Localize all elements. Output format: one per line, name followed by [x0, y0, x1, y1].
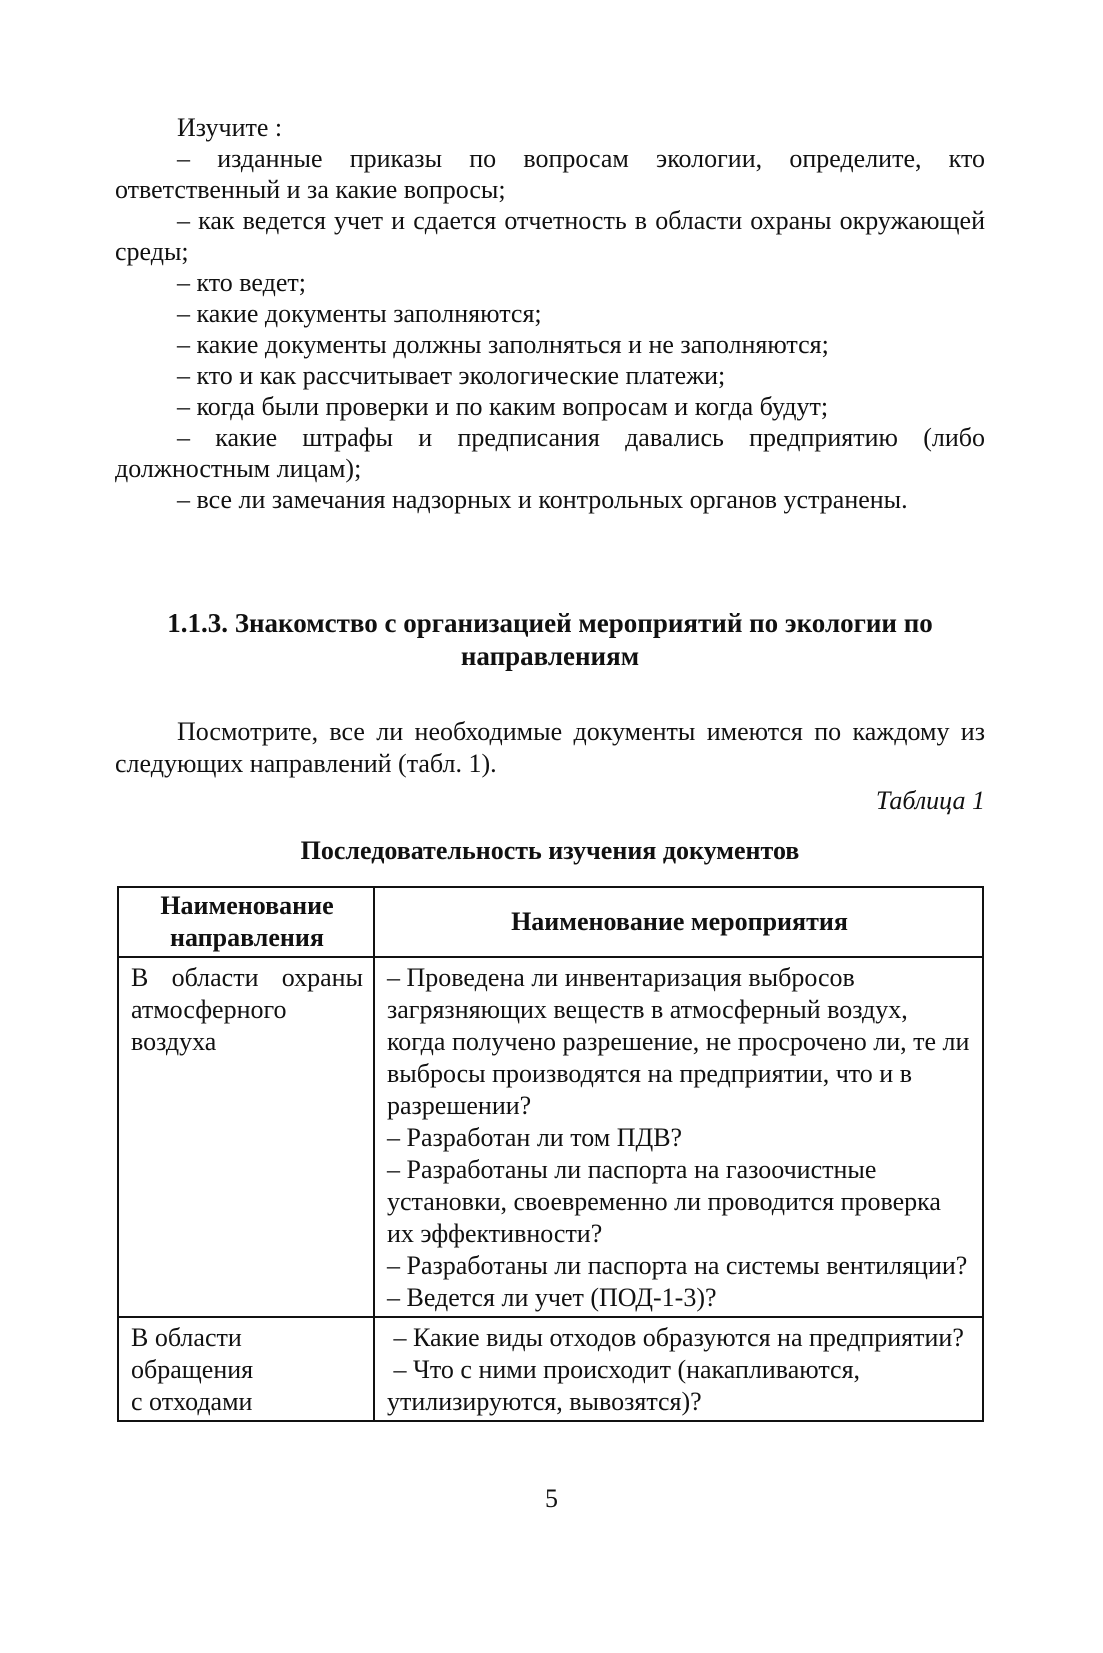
study-list — [115, 112, 985, 515]
action-item: – Разработаны ли паспорта на газоочистные установки, своевременно ли проводится проверка их эффективности? — [387, 1155, 941, 1248]
table-row — [118, 1317, 983, 1421]
actions-cell — [374, 1317, 983, 1421]
study-item: – какие документы заполняются; — [177, 299, 542, 328]
table-row — [118, 957, 983, 1317]
direction-line: обращения — [131, 1355, 254, 1384]
table-number-label: Таблица 1 — [875, 786, 985, 815]
section-heading: 1.1.3. Знакомство с организацией мероприятий по экологии по направлениям — [167, 608, 933, 671]
study-item: – изданные приказы по вопросам экологии, определите, кто ответственный и за какие вопросы; — [115, 144, 985, 204]
study-intro: Изучите : — [177, 113, 283, 142]
study-item: – какие штрафы и предписания давались предприятию (либо должностным лицам); — [115, 423, 985, 483]
study-item: – какие документы должны заполняться и не заполняются; — [177, 330, 829, 359]
documents-table — [117, 886, 984, 1422]
direction-cell — [118, 1317, 374, 1421]
action-item: – Разработаны ли паспорта на системы вентиляции? — [387, 1251, 968, 1280]
table-title: Последовательность изучения документов — [300, 836, 800, 865]
action-item: – Разработан ли том ПДВ? — [387, 1123, 683, 1152]
direction-line: с отходами — [131, 1387, 253, 1416]
actions-cell — [374, 957, 983, 1317]
direction-cell: В области охраны атмосферного воздуха — [118, 957, 374, 1317]
action-item: – Какие виды отходов образуются на предприятии? — [387, 1323, 964, 1352]
action-item: – Ведется ли учет (ПОД-1-3)? — [387, 1283, 717, 1312]
header-direction: Наименование направления — [118, 887, 374, 957]
header-action: Наименование мероприятия — [374, 887, 983, 957]
table-header-row — [118, 887, 983, 957]
study-item: – все ли замечания надзорных и контрольных органов устранены. — [177, 485, 908, 514]
study-item: – кто ведет; — [177, 268, 306, 297]
direction-line: В области — [131, 1323, 242, 1352]
page-number: 5 — [545, 1484, 558, 1513]
study-item: – когда были проверки и по каким вопросам и когда будут; — [177, 392, 829, 421]
study-item: – как ведется учет и сдается отчетность в области охраны окружающей среды; — [115, 206, 985, 266]
section-intro: Посмотрите, все ли необходимые документы имеются по каждому из следующих направлений (табл. 1). — [115, 717, 985, 778]
study-item: – кто и как рассчитывает экологические платежи; — [177, 361, 726, 390]
action-item: – Что с ними происходит (накапливаются, утилизируются, вывозятся)? — [387, 1355, 867, 1416]
action-item: – Проведена ли инвентаризация выбросов загрязняющих веществ в атмосферный воздух, когда получено разрешение, не просрочено ли, те ли выбросы производятся на предприятии, что и в разрешении? — [387, 963, 970, 1120]
